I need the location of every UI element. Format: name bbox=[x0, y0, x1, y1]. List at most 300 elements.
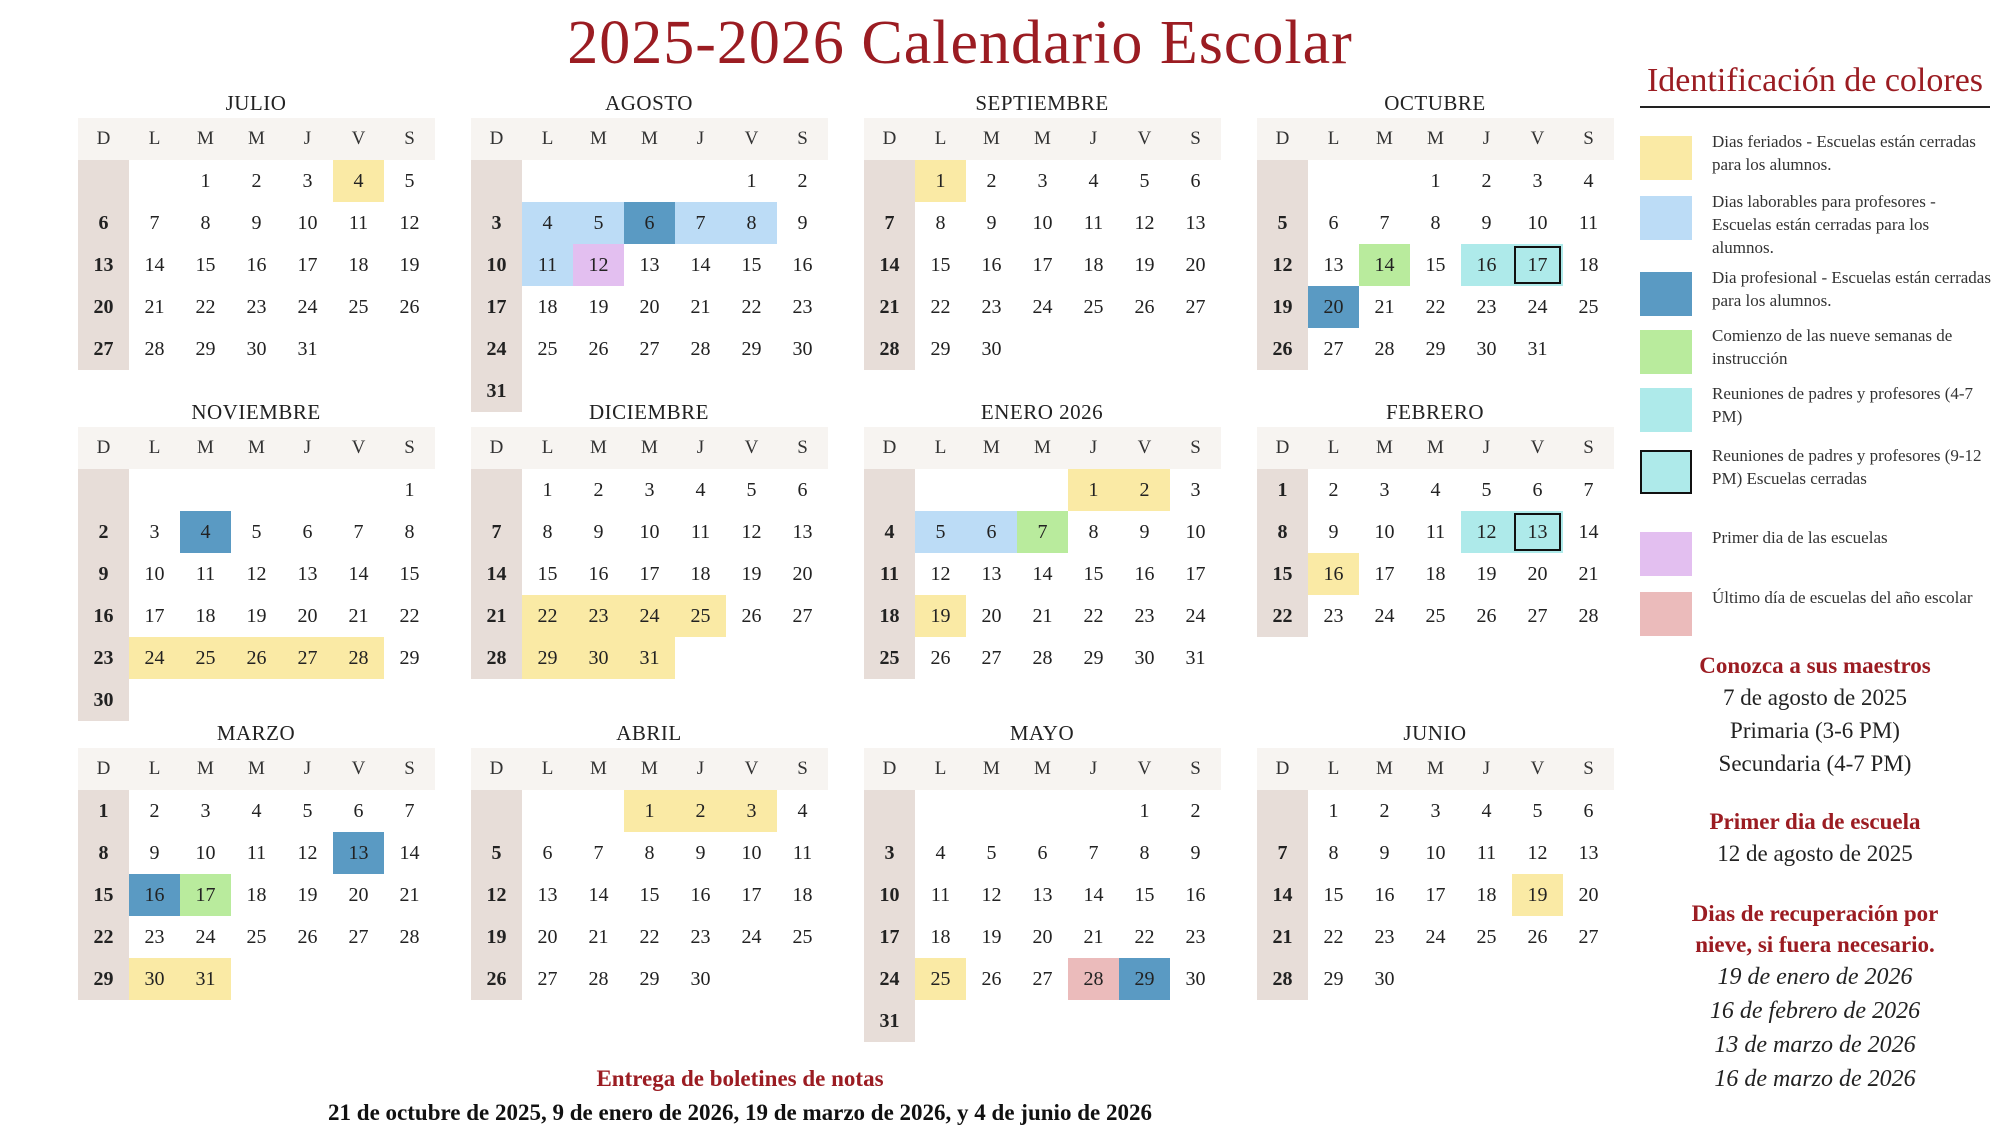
day-cell: 14 bbox=[1083, 884, 1104, 906]
day-cell: 15 bbox=[1257, 553, 1308, 595]
day-cell: 5 bbox=[573, 202, 624, 244]
weekday-header: J bbox=[1068, 427, 1119, 469]
day-cell: 21 bbox=[864, 286, 915, 328]
day-cell: 2 bbox=[797, 170, 808, 192]
day-cell: 12 bbox=[1134, 212, 1155, 234]
day-cell: 26 bbox=[741, 605, 762, 627]
day-cell: 26 bbox=[231, 637, 282, 679]
day-cell: 27 bbox=[78, 328, 129, 370]
day-cell: 4 bbox=[935, 842, 946, 864]
legend-swatch bbox=[1640, 592, 1692, 636]
day-cell: 19 bbox=[1476, 563, 1497, 585]
day-cell: 14 bbox=[471, 553, 522, 595]
day-cell: 11 bbox=[195, 563, 216, 585]
day-cell: 18 bbox=[690, 563, 711, 585]
day-cell: 13 bbox=[981, 563, 1002, 585]
day-cell: 27 bbox=[1527, 605, 1548, 627]
empty-cell bbox=[1017, 469, 1068, 511]
day-cell: 6 bbox=[1328, 212, 1339, 234]
weekday-header: M bbox=[573, 118, 624, 160]
day-cell: 28 bbox=[333, 637, 384, 679]
month-noviembre bbox=[78, 397, 434, 721]
day-cell: 5 bbox=[251, 521, 262, 543]
weekday-header: D bbox=[864, 427, 915, 469]
empty-cell bbox=[675, 160, 726, 202]
day-cell: 3 bbox=[1430, 800, 1441, 822]
day-cell: 20 bbox=[78, 286, 129, 328]
month-name: JUNIO bbox=[1403, 721, 1467, 745]
day-cell: 14 bbox=[1578, 521, 1599, 543]
weekday-header: M bbox=[231, 748, 282, 790]
weekday-header: J bbox=[1461, 427, 1512, 469]
day-cell: 12 bbox=[573, 244, 624, 286]
day-cell: 9 bbox=[1328, 521, 1339, 543]
month-grid bbox=[864, 427, 1220, 679]
day-cell: 24 bbox=[1425, 926, 1446, 948]
day-cell: 3 bbox=[200, 800, 211, 822]
day-cell: 5 bbox=[1481, 479, 1492, 501]
weekday-header: J bbox=[1068, 118, 1119, 160]
weekday-header: J bbox=[282, 748, 333, 790]
day-cell: 19 bbox=[915, 595, 966, 637]
day-cell: 25 bbox=[1578, 296, 1599, 318]
day-cell: 20 bbox=[639, 296, 660, 318]
day-cell: 22 bbox=[78, 916, 129, 958]
day-cell: 16 bbox=[246, 254, 267, 276]
month-junio bbox=[1257, 718, 1613, 1000]
weekday-header: S bbox=[777, 427, 828, 469]
day-cell: 9 bbox=[251, 212, 262, 234]
legend-text: Reuniones de padres y profesores (9-12 PM) Escuelas cerradas bbox=[1712, 446, 1982, 488]
empty-cell bbox=[966, 469, 1017, 511]
legend-text: Reuniones de padres y profesores (4-7 PM) bbox=[1712, 384, 1974, 426]
day-cell: 2 bbox=[1379, 800, 1390, 822]
meet-teachers-block bbox=[1640, 650, 1990, 780]
day-cell: 16 bbox=[981, 254, 1002, 276]
day-cell: 13 bbox=[639, 254, 660, 276]
day-cell: 5 bbox=[1532, 800, 1543, 822]
day-cell: 6 bbox=[797, 479, 808, 501]
day-cell: 7 bbox=[471, 511, 522, 553]
day-cell: 12 bbox=[1527, 842, 1548, 864]
day-cell: 22 bbox=[522, 595, 573, 637]
empty-cell bbox=[333, 679, 384, 721]
month-grid bbox=[471, 427, 827, 679]
day-cell: 6 bbox=[1532, 479, 1543, 501]
day-cell: 10 bbox=[144, 563, 165, 585]
empty-cell bbox=[864, 790, 915, 832]
day-cell: 28 bbox=[690, 338, 711, 360]
empty-cell bbox=[573, 790, 624, 832]
day-cell: 16 bbox=[588, 563, 609, 585]
day-cell: 14 bbox=[348, 563, 369, 585]
day-cell: 3 bbox=[726, 790, 777, 832]
day-cell: 25 bbox=[246, 926, 267, 948]
weekday-header: J bbox=[1461, 748, 1512, 790]
day-cell: 10 bbox=[639, 521, 660, 543]
day-cell: 13 bbox=[792, 521, 813, 543]
month-octubre bbox=[1257, 88, 1613, 370]
empty-cell bbox=[915, 1000, 966, 1042]
report-cards-heading: Entrega de boletines de notas bbox=[596, 1066, 884, 1091]
day-cell: 27 bbox=[792, 605, 813, 627]
day-cell: 19 bbox=[588, 296, 609, 318]
empty-cell bbox=[522, 790, 573, 832]
day-cell: 27 bbox=[282, 637, 333, 679]
month-grid bbox=[78, 748, 434, 1000]
month-grid bbox=[1257, 748, 1613, 1000]
day-cell: 4 bbox=[864, 511, 915, 553]
day-cell: 20 bbox=[1185, 254, 1206, 276]
weekday-header: L bbox=[129, 748, 180, 790]
month-name: MARZO bbox=[216, 721, 296, 745]
day-cell: 18 bbox=[348, 254, 369, 276]
day-cell: 8 bbox=[935, 212, 946, 234]
empty-cell bbox=[1170, 1000, 1221, 1042]
weekday-header: L bbox=[522, 118, 573, 160]
day-cell: 20 bbox=[792, 563, 813, 585]
day-cell: 25 bbox=[1425, 605, 1446, 627]
day-cell: 17 bbox=[1425, 884, 1446, 906]
weekday-header: S bbox=[1170, 748, 1221, 790]
month-grid bbox=[471, 118, 827, 412]
day-cell: 25 bbox=[792, 926, 813, 948]
weekday-header: V bbox=[333, 118, 384, 160]
empty-cell bbox=[624, 160, 675, 202]
day-cell: 2 bbox=[1119, 469, 1170, 511]
empty-cell bbox=[573, 160, 624, 202]
day-cell: 15 bbox=[399, 563, 420, 585]
day-cell: 8 bbox=[1430, 212, 1441, 234]
month-agosto bbox=[471, 88, 827, 412]
day-cell: 22 bbox=[930, 296, 951, 318]
empty-cell bbox=[333, 469, 384, 511]
first-day-block bbox=[1640, 806, 1990, 870]
day-cell: 23 bbox=[144, 926, 165, 948]
weekday-header: M bbox=[1359, 748, 1410, 790]
day-cell: 21 bbox=[399, 884, 420, 906]
day-cell: 23 bbox=[78, 637, 129, 679]
day-cell: 29 bbox=[522, 637, 573, 679]
day-cell: 31 bbox=[864, 1000, 915, 1042]
day-cell: 30 bbox=[1185, 968, 1206, 990]
day-cell: 15 bbox=[1425, 254, 1446, 276]
day-cell: 18 bbox=[1425, 563, 1446, 585]
weekday-header: V bbox=[726, 748, 777, 790]
day-cell: 21 bbox=[1374, 296, 1395, 318]
day-cell: 17 bbox=[1185, 563, 1206, 585]
snow-day-date: 16 de marzo de 2026 bbox=[1714, 1066, 1916, 1092]
day-cell: 4 bbox=[1583, 170, 1594, 192]
day-cell: 8 bbox=[404, 521, 415, 543]
empty-cell bbox=[384, 679, 435, 721]
day-cell: 29 bbox=[1323, 968, 1344, 990]
day-cell: 5 bbox=[1257, 202, 1308, 244]
weekday-header: M bbox=[624, 427, 675, 469]
legend-swatch bbox=[1640, 196, 1692, 240]
day-cell: 2 bbox=[986, 170, 997, 192]
day-cell: 5 bbox=[915, 511, 966, 553]
weekday-header: L bbox=[522, 427, 573, 469]
day-cell: 3 bbox=[644, 479, 655, 501]
empty-cell bbox=[1119, 328, 1170, 370]
day-cell: 12 bbox=[246, 563, 267, 585]
day-cell: 1 bbox=[624, 790, 675, 832]
weekday-header: J bbox=[1068, 748, 1119, 790]
legend-swatch bbox=[1640, 450, 1692, 494]
day-cell: 17 bbox=[639, 563, 660, 585]
day-cell: 25 bbox=[864, 637, 915, 679]
day-cell: 20 bbox=[1527, 563, 1548, 585]
day-cell: 9 bbox=[593, 521, 604, 543]
day-cell: 28 bbox=[1068, 958, 1119, 1000]
weekday-header: M bbox=[1017, 118, 1068, 160]
day-cell: 3 bbox=[302, 170, 313, 192]
day-cell: 24 bbox=[195, 926, 216, 948]
day-cell: 18 bbox=[1476, 884, 1497, 906]
day-cell: 25 bbox=[348, 296, 369, 318]
empty-cell bbox=[1410, 958, 1461, 1000]
snow-day-date: 19 de enero de 2026 bbox=[1717, 964, 1913, 990]
day-cell: 6 bbox=[1583, 800, 1594, 822]
day-cell: 22 bbox=[1425, 296, 1446, 318]
day-cell: 15 bbox=[639, 884, 660, 906]
empty-cell bbox=[282, 958, 333, 1000]
empty-cell bbox=[1068, 328, 1119, 370]
day-cell: 29 bbox=[741, 338, 762, 360]
day-cell: 8 bbox=[200, 212, 211, 234]
day-cell: 9 bbox=[1190, 842, 1201, 864]
weekday-header: D bbox=[78, 427, 129, 469]
legend-text: Dias laborables para profesores - Escuelas están cerradas para los alumnos. bbox=[1712, 192, 1936, 257]
empty-cell bbox=[966, 790, 1017, 832]
day-cell: 24 bbox=[741, 926, 762, 948]
day-cell: 22 bbox=[1323, 926, 1344, 948]
legend-text: Comienzo de las nueve semanas de instrucción bbox=[1712, 326, 1953, 368]
day-cell: 4 bbox=[522, 202, 573, 244]
day-cell: 19 bbox=[741, 563, 762, 585]
day-cell: 26 bbox=[588, 338, 609, 360]
weekday-header: M bbox=[231, 118, 282, 160]
weekday-header: L bbox=[1308, 427, 1359, 469]
day-cell: 9 bbox=[695, 842, 706, 864]
day-cell: 6 bbox=[966, 511, 1017, 553]
day-cell: 3 bbox=[1037, 170, 1048, 192]
weekday-header: V bbox=[1512, 748, 1563, 790]
day-cell: 4 bbox=[251, 800, 262, 822]
report-cards-dates: 21 de octubre de 2025, 9 de enero de 2026, 19 de marzo de 2026, y 4 de junio de 2026 bbox=[328, 1100, 1152, 1125]
month-septiembre bbox=[864, 88, 1220, 370]
month-febrero bbox=[1257, 397, 1613, 637]
day-cell: 26 bbox=[297, 926, 318, 948]
day-cell: 31 bbox=[180, 958, 231, 1000]
day-cell: 13 bbox=[1185, 212, 1206, 234]
weekday-header: V bbox=[1512, 427, 1563, 469]
day-cell: 19 bbox=[1257, 286, 1308, 328]
day-cell: 25 bbox=[915, 958, 966, 1000]
empty-cell bbox=[1017, 790, 1068, 832]
empty-cell bbox=[864, 469, 915, 511]
first-day-heading: Primer dia de escuela bbox=[1709, 809, 1921, 834]
day-cell: 13 bbox=[1323, 254, 1344, 276]
weekday-header: S bbox=[777, 118, 828, 160]
day-cell: 27 bbox=[1032, 968, 1053, 990]
day-cell: 19 bbox=[246, 605, 267, 627]
day-cell: 24 bbox=[129, 637, 180, 679]
meet-teachers-heading: Conozca a sus maestros bbox=[1699, 653, 1931, 678]
day-cell: 7 bbox=[1379, 212, 1390, 234]
day-cell: 29 bbox=[1425, 338, 1446, 360]
day-cell: 3 bbox=[864, 832, 915, 874]
day-cell: 22 bbox=[639, 926, 660, 948]
weekday-header: D bbox=[1257, 118, 1308, 160]
weekday-header: M bbox=[624, 118, 675, 160]
empty-cell bbox=[726, 637, 777, 679]
day-cell: 12 bbox=[981, 884, 1002, 906]
day-cell: 11 bbox=[522, 244, 573, 286]
day-cell: 26 bbox=[1257, 328, 1308, 370]
day-cell: 4 bbox=[797, 800, 808, 822]
day-cell: 18 bbox=[864, 595, 915, 637]
weekday-header: J bbox=[675, 118, 726, 160]
day-cell: 22 bbox=[741, 296, 762, 318]
weekday-header: L bbox=[915, 118, 966, 160]
empty-cell bbox=[333, 328, 384, 370]
day-cell: 11 bbox=[1578, 212, 1599, 234]
weekday-header: S bbox=[777, 748, 828, 790]
day-cell: 20 bbox=[537, 926, 558, 948]
month-name: MAYO bbox=[1009, 721, 1075, 745]
empty-cell bbox=[471, 469, 522, 511]
day-cell: 12 bbox=[471, 874, 522, 916]
weekday-header: V bbox=[333, 427, 384, 469]
day-cell: 1 bbox=[1257, 469, 1308, 511]
weekday-header: S bbox=[1170, 427, 1221, 469]
day-cell: 4 bbox=[695, 479, 706, 501]
month-grid bbox=[1257, 118, 1613, 370]
day-cell: 20 bbox=[348, 884, 369, 906]
day-cell: 13 bbox=[1578, 842, 1599, 864]
day-cell: 4 bbox=[1088, 170, 1099, 192]
day-cell: 28 bbox=[1374, 338, 1395, 360]
day-cell: 29 bbox=[930, 338, 951, 360]
day-cell: 1 bbox=[542, 479, 553, 501]
snow-days-block bbox=[1640, 898, 1990, 1096]
day-cell: 13 bbox=[1032, 884, 1053, 906]
legend-text: Dias feriados - Escuelas están cerradas para los alumnos. bbox=[1712, 132, 1976, 174]
day-cell: 10 bbox=[741, 842, 762, 864]
weekday-header: M bbox=[1359, 118, 1410, 160]
day-cell: 15 bbox=[1323, 884, 1344, 906]
day-cell: 2 bbox=[78, 511, 129, 553]
day-cell: 20 bbox=[1308, 286, 1359, 328]
day-cell: 8 bbox=[1088, 521, 1099, 543]
day-cell: 21 bbox=[1032, 605, 1053, 627]
day-cell: 27 bbox=[981, 647, 1002, 669]
day-cell: 14 bbox=[864, 244, 915, 286]
empty-cell bbox=[1068, 790, 1119, 832]
day-cell: 5 bbox=[404, 170, 415, 192]
day-cell: 16 bbox=[792, 254, 813, 276]
weekday-header: J bbox=[1461, 118, 1512, 160]
day-cell: 22 bbox=[399, 605, 420, 627]
day-cell: 31 bbox=[1527, 338, 1548, 360]
day-cell: 6 bbox=[1037, 842, 1048, 864]
empty-cell bbox=[1461, 958, 1512, 1000]
day-cell: 17 bbox=[471, 286, 522, 328]
day-cell: 13 bbox=[333, 832, 384, 874]
day-cell: 7 bbox=[675, 202, 726, 244]
day-cell: 2 bbox=[1481, 170, 1492, 192]
day-cell: 4 bbox=[1481, 800, 1492, 822]
month-enero-2026 bbox=[864, 397, 1220, 679]
weekday-header: V bbox=[1119, 748, 1170, 790]
day-cell: 11 bbox=[246, 842, 267, 864]
month-name: DICIEMBRE bbox=[589, 400, 709, 424]
day-cell: 10 bbox=[1032, 212, 1053, 234]
day-cell: 29 bbox=[639, 968, 660, 990]
day-cell: 1 bbox=[78, 790, 129, 832]
day-cell: 27 bbox=[1185, 296, 1206, 318]
month-julio bbox=[78, 88, 434, 370]
day-cell: 26 bbox=[471, 958, 522, 1000]
day-cell: 21 bbox=[348, 605, 369, 627]
day-cell: 17 bbox=[1374, 563, 1395, 585]
empty-cell bbox=[1068, 1000, 1119, 1042]
empty-cell bbox=[282, 679, 333, 721]
day-cell: 12 bbox=[930, 563, 951, 585]
day-cell: 29 bbox=[1119, 958, 1170, 1000]
day-cell: 23 bbox=[1134, 605, 1155, 627]
empty-cell bbox=[864, 160, 915, 202]
day-cell: 20 bbox=[1578, 884, 1599, 906]
day-cell: 21 bbox=[1083, 926, 1104, 948]
weekday-header: M bbox=[1359, 427, 1410, 469]
day-cell: 11 bbox=[348, 212, 369, 234]
month-grid bbox=[78, 118, 434, 370]
day-cell: 6 bbox=[353, 800, 364, 822]
day-cell: 1 bbox=[1328, 800, 1339, 822]
day-cell: 2 bbox=[593, 479, 604, 501]
day-cell: 9 bbox=[986, 212, 997, 234]
day-cell: 11 bbox=[1083, 212, 1104, 234]
day-cell: 8 bbox=[726, 202, 777, 244]
day-cell: 16 bbox=[129, 874, 180, 916]
day-cell: 11 bbox=[690, 521, 711, 543]
day-cell: 25 bbox=[675, 595, 726, 637]
day-cell: 23 bbox=[690, 926, 711, 948]
day-cell: 3 bbox=[1379, 479, 1390, 501]
day-cell: 17 bbox=[1512, 244, 1563, 286]
day-cell: 23 bbox=[1374, 926, 1395, 948]
weekday-header: V bbox=[1512, 118, 1563, 160]
weekday-header: D bbox=[471, 427, 522, 469]
day-cell: 7 bbox=[864, 202, 915, 244]
weekday-header: D bbox=[471, 118, 522, 160]
month-grid bbox=[1257, 427, 1613, 637]
day-cell: 16 bbox=[690, 884, 711, 906]
day-cell: 28 bbox=[588, 968, 609, 990]
day-cell: 14 bbox=[399, 842, 420, 864]
day-cell: 2 bbox=[251, 170, 262, 192]
day-cell: 21 bbox=[471, 595, 522, 637]
day-cell: 30 bbox=[1374, 968, 1395, 990]
day-cell: 21 bbox=[690, 296, 711, 318]
day-cell: 23 bbox=[573, 595, 624, 637]
day-cell: 27 bbox=[537, 968, 558, 990]
day-cell: 5 bbox=[302, 800, 313, 822]
day-cell: 28 bbox=[1032, 647, 1053, 669]
